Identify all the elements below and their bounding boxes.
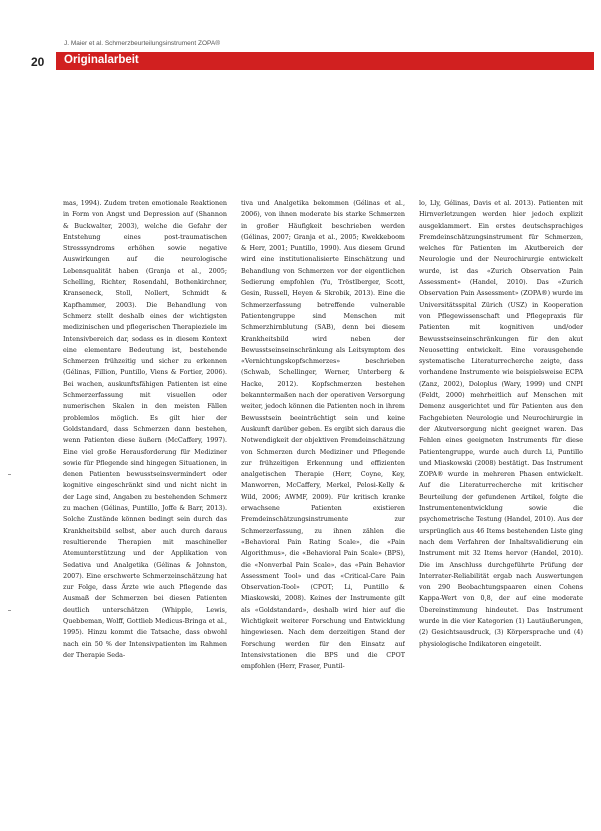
page-number: 20 bbox=[31, 55, 45, 69]
margin-tick bbox=[8, 610, 11, 611]
running-head: J. Maier et al. Schmerzbeurteilungsinstrument ZOPA® bbox=[64, 40, 221, 47]
text-column-2 bbox=[241, 198, 405, 798]
section-label: Originalarbeit bbox=[64, 54, 139, 66]
text-column-1 bbox=[63, 198, 227, 798]
paragraph: tiva und Analgetika bekommen (Gélinas et al., 2006), von ihnen moderate bis starke Schmerzen in großer Häufigkeit beschrieben werden (Gélinas, 2007; Granja et al., 2005; Kwekkeboom & Herr, 2001; Puntillo, 1990). Aus diesem Grund wird eine institutionalisierte Einschätzung und Behandlung von Schmerzen vor der eigentlichen Sedierung empfohlen (Yu, Tröstlberger, Scott, Gesin, Russell, Heyen & Skrobik, 2013). Eine die Schmerzerfassung betreffende vulnerable Patientengruppe sind Menschen mit Schmerzhirnblutung (SAB), denn bei diesem Krankheitsbild wird neben der Bewusstseinseinschränkung als Leitsymptom des «Vernichtungskopfschmerzes» beschrieben (Schwab, Schellinger, Werner, Unterberg & Hacke, 2012). Kopfschmerzen bestehen bekanntermaßen nach der operativen Versorgung weiter, jedoch können die Patienten noch in ihrem Bewusstsein beeinträchtigt sein und keine Auskunft darüber geben. Es ergibt sich daraus die Notwendigkeit der objektiven Fremdeinschätzung von Schmerzen durch Mediziner und Pflegende zur frühzeitigen Erkennung und effizienten analgetischen Therapie (Herr, Coyne, Key, Manworren, McCaffery, Merkel, Pelosi-Kelly & Wild, 2006; AWMF, 2009). Für kritisch kranke erwachsene Patienten existieren Fremdeinschätzungsinstrumente zur Schmerzerfassung, zu ihnen zählen die «Behavioral Pain Rating Scale», die «Pain Algorithmus», die «Behavioral Pain Scale» (BPS), die «Nonverbal Pain Scale», das «Pain Behavior Assessment Tool» und das «Critical-Care Pain Observation-Tool» (CPOT; Li, Puntillo & Miaskowski, 2008). Keines der Instrumente gilt als «Goldstandard», deshalb wird hier auf die Wichtigkeit weiterer Forschung und Entwicklung hingewiesen. Nach dem derzeitigen Stand der Forschung werden für den Einsatz auf Intensivstationen die BPS und die CPOT empfohlen (Herr, Fraser, Puntil- bbox=[241, 199, 405, 671]
margin-tick bbox=[8, 474, 11, 475]
text-column-3 bbox=[419, 198, 583, 798]
paragraph: mas, 1994). Zudem treten emotionale Reaktionen in Form von Angst und Depression auf (Shannon & Buckwalter, 2003), welche die Gefahr der Entstehung eines post-traumatischen Stresssyndroms erhöhen sowie negative Auswirkungen auf die neurologische Lebensqualität haben (Granja et al., 2005; Schelling, Richter, Rosendahl, Bothenkirchner, Kranseneck, Stoll, Nollert, Schmidt & Kapfhammer, 2003). Die Behandlung von Schmerz stellt deshalb eines der wichtigsten medizinischen und pflegerischen Therapieziele im Intensivbereich dar, sodass es in diesem Kontext eine elementare Bedeutung ist, bestehende Schmerzen frühzeitig und sicher zu erkennen (Gélinas, Fillion, Puntillo, Viens & Fortier, 2006). Bei wachen, auskunftsfähigen Patienten ist eine Schmerzerfassung mit visuellen oder numerischen Skalen in den meisten Fällen problemlos möglich. Es gilt hier der Goldstandard, dass Schmerzen dann bestehen, wenn Patienten diese äußern (McCaffery, 1997). Eine viel große Herausforderung für Mediziner sowie für Pflegende sind hingegen Situationen, in denen Patienten bewusstseinsvermindert oder kognitive eingeschränkt sind und nicht nicht in der Lage sind, Angaben zu bestehenden Schmerz zu machen (Gélinas, Puntillo, Joffe & Barr, 2013). Solche Zustände können bedingt sein durch das Krankheitsbild selbst, aber auch durch daraus resultierende Therapien mit maschineller Atemunterstützung und der Applikation von Sedativa und Analgetika (Gélinas & Johnston, 2007). Eine erschwerte Schmerzeinschätzung hat zur Folge, dass Ärzte wie auch Pflegende das Ausmaß der Schmerzen bei diesen Patienten deutlich unterschätzen (Whipple, Lewis, Quebbeman, Wolff, Gottlieb Medicus-Bringa et al., 1995). Hinzu kommt die Tatsache, dass obwohl nach ein 50 % der Intensivpatienten im Rahmen der Therapie Seda- bbox=[63, 199, 227, 659]
body-text bbox=[63, 198, 583, 798]
paragraph: lo, Lly, Gélinas, Davis et al. 2013). Patienten mit Hirnverletzungen werden hier jedoch explizit ausgeklammert. Ein erstes deutschsprachiges Fremdeinschätzungsinstrument für Schmerzen, welches für Patienten im Akutbereich der Neurologie und der Neurochirurgie entwickelt wurde, ist das «Zurich Observation Pain Assessment» (Handel, 2010). Das «Zurich Observation Pain Assessment» (ZOPA®) wurde im Universitätsspital Zürich (USZ) in Kooperation von Pflegewissenschaft und Pflegepraxis für Patienten mit kognitiven und/oder Bewusstseinseinschränkungen für den akut Neuosetting entwickelt. Eine vorausgehende systematische Literaturrecherche zeigte, dass vorhandene Instrumente wie beispielsweise ECPA (Zanz, 2002), Doloplus (Wary, 1999) und CNPI (Feldt, 2000) mehrheitlich auf Menschen mit Demenz ausgerichtet und für Patienten aus den Fachgebieten Neurologie und Neurochirurgie in der Akutversorgung nicht geeignet waren. Das Fehlen eines geeigneten Instruments für diese Patientengruppe, wurde auch durch Li, Puntillo und Miaskowski (2008) bestätigt. Das Instrument ZOPA® wurde in mehreren Phasen entwickelt. Auf die Literaturrecherche mit kritischer Beurteilung der gefundenen Artikel, folgte die Instrumentenentwicklung sowie die psychometrische Testung (Handel, 2010). Aus der ursprünglich aus 46 Items bestehenden Liste ging nach dem Verfahren der Inhaltsvalidierung ein Instrument mit 32 Items hervor (Handel, 2010). Die im Anschluss durchgeführte Prüfung der Interrater-Reliabilität ergab nach Auswertungen von 290 Beobachtungspaaren einen Cohens Kappa-Wert von 0,8, der auf eine moderate Übereinstimmung hindeutet. Das Instrument wurde in die vier Kategorien (1) Lautäußerungen, (2) Gesichtsausdruck, (3) Körpersprache und (4) physiologische Indikatoren eingeteilt. bbox=[419, 199, 583, 648]
section-bar bbox=[56, 52, 594, 70]
